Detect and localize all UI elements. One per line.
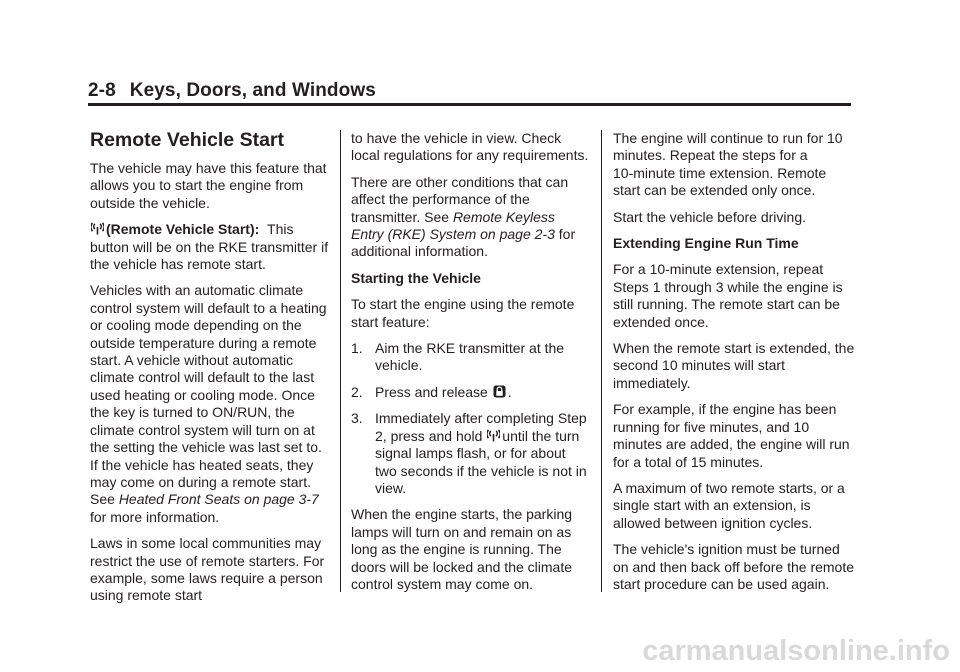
list-item	[351, 410, 591, 497]
page-header	[88, 80, 376, 102]
cross-reference-link[interactable]: Heated Front Seats on page 3‑7	[118, 491, 319, 508]
step-text: Aim the RKE transmitter at the vehicle.	[375, 340, 565, 374]
paragraph: The vehicle may have this feature that allows you to start the engine from outside the vehicle.	[90, 160, 327, 211]
paragraph: The engine will continue to run for 10 minutes. Repeat the steps for a 10‑minute time extension. Remote start can be extended only once.	[613, 130, 843, 199]
watermark: carmanualsonline.info	[642, 635, 950, 667]
remote-start-icon	[90, 221, 106, 237]
paragraph: Start the vehicle before driving.	[613, 208, 806, 225]
remote-start-icon	[486, 428, 502, 444]
column-1	[90, 128, 333, 614]
step-number: 1.	[351, 340, 363, 357]
paragraph: For a 10‑minute extension, repeat Steps 1 through 3 while the engine is still running. The remote start can be extended once.	[613, 261, 843, 330]
paragraph: A maximum of two remote starts, or a single start with an extension, is allowed between ignition cycles.	[613, 479, 845, 531]
column-2	[351, 130, 591, 602]
paragraph: The vehicle's ignition must be turned on and then back off before the remote start procedure can be used again.	[613, 541, 855, 592]
steps-list	[351, 340, 591, 497]
paragraph: For example, if the engine has been running for five minutes, and 10 minutes are added, the engine will run for a total of 15 minutes.	[613, 401, 850, 470]
step-text-part: .	[507, 383, 512, 400]
column-divider	[340, 130, 341, 592]
step-text-part: Immediately after completing Step 2, press and hold	[375, 410, 587, 444]
section-number: 2-8	[88, 80, 116, 101]
paragraph-text: for additional information.	[351, 226, 576, 260]
subheading: Extending Engine Run Time	[613, 235, 799, 252]
subheading: Starting the Vehicle	[351, 269, 481, 286]
paragraph: When the engine starts, the parking lamps will turn on and remain on as long as the engine is running. The doors will be locked and the climate control system may come on.	[351, 506, 573, 592]
paragraph-text: This button will be on the RKE transmitter if the vehicle has remote start.	[90, 221, 329, 273]
list-item	[351, 384, 591, 401]
step-text-part: until the turn signal lamps flash, or for about two seconds if the vehicle is not in view.	[375, 427, 587, 496]
paragraph-text: There are other conditions that can affect the performance of the transmitter. See	[351, 173, 569, 225]
paragraph	[90, 221, 333, 273]
section-title: Remote Vehicle Start	[90, 129, 284, 151]
step-text	[375, 410, 591, 497]
column-3	[613, 130, 855, 602]
paragraph	[90, 282, 333, 526]
paragraph: to have the vehicle in view. Check local regulations for any requirements.	[351, 130, 589, 164]
header-divider	[88, 103, 851, 106]
feature-label: (Remote Vehicle Start):	[106, 221, 260, 238]
list-item	[351, 340, 591, 375]
paragraph	[351, 174, 591, 261]
paragraph: Laws in some local communities may restrict the use of remote starters. For example, some laws require a person using remote start	[90, 535, 325, 604]
paragraph-text: for more information.	[90, 508, 220, 525]
step-number: 3.	[351, 410, 363, 427]
cross-reference-link[interactable]: Remote Keyless Entry (RKE) System on page 2‑3	[351, 208, 555, 243]
step-number: 2.	[351, 383, 363, 400]
paragraph: To start the engine using the remote start feature:	[351, 296, 575, 330]
chapter-title: Keys, Doors, and Windows	[129, 80, 376, 101]
column-divider	[601, 130, 602, 592]
paragraph-text: Vehicles with an automatic climate control system will default to a heating or cooling mode depending on the outside temperature during a remote start. A vehicle without automatic climate control will default to the last used heating or cooling mode. Once the key is turned to ON/RUN, the climate control system will turn on at the setting the vehicle was last set to. If the vehicle has heated seats, they may come on during a remote start. See	[90, 282, 327, 508]
paragraph: When the remote start is extended, the second 10 minutes will start immediately.	[613, 340, 855, 391]
step-text	[375, 384, 591, 401]
lock-icon	[492, 384, 508, 400]
step-text-part: Press and release	[375, 383, 492, 400]
